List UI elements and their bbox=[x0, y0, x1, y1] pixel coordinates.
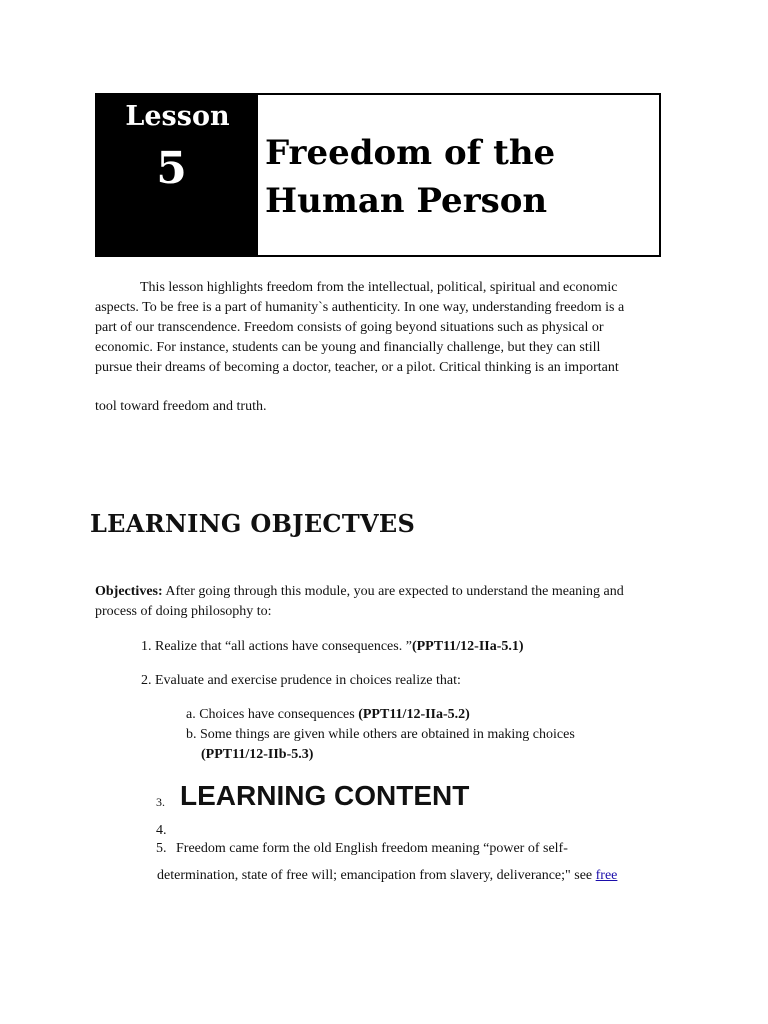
lesson-number: 5 bbox=[156, 143, 187, 194]
lesson-title bbox=[265, 129, 555, 225]
lesson-title-line-2: Human Person bbox=[265, 181, 548, 221]
list-marker: 2. bbox=[141, 673, 152, 688]
intro-line: part of our transcendence. Freedom consists of going beyond situations such as physical or bbox=[95, 320, 604, 335]
list-marker: b. bbox=[186, 727, 197, 742]
intro-line: This lesson highlights freedom from the intellectual, political, spiritual and economic bbox=[140, 280, 618, 295]
subitem-text: Choices have consequences bbox=[199, 707, 359, 722]
objective-item bbox=[141, 671, 461, 691]
objective-item bbox=[141, 637, 524, 657]
content-text: determination, state of free will; emancipation from slavery, deliverance;" see bbox=[157, 868, 596, 883]
list-marker: 4. bbox=[156, 823, 167, 838]
objectives-intro-text: After going through this module, you are expected to understand the meaning and bbox=[162, 584, 624, 599]
subitem-text: Some things are given while others are obtained in making choices bbox=[200, 727, 575, 742]
content-text: Freedom came form the old English freedom meaning “power of self- bbox=[176, 841, 568, 856]
lesson-header bbox=[95, 93, 661, 257]
list-marker: 5. bbox=[156, 841, 167, 856]
learning-objectives-heading: LEARNING OBJECTVES bbox=[90, 509, 416, 538]
objective-subitem bbox=[186, 705, 470, 725]
competency-code: (PPT11/12-IIb-5.3) bbox=[201, 747, 314, 762]
content-item bbox=[156, 839, 568, 859]
content-text-continued bbox=[157, 866, 617, 886]
competency-code: (PPT11/12-IIa-5.2) bbox=[358, 707, 470, 722]
lesson-number-block bbox=[97, 95, 258, 255]
intro-line: aspects. To be free is a part of humanity`s authenticity. In one way, understanding freedom is a bbox=[95, 300, 625, 315]
objective-text: Realize that “all actions have consequences. ” bbox=[155, 639, 412, 654]
objectives-intro-continued: process of doing philosophy to: bbox=[95, 604, 272, 619]
list-marker: 3. bbox=[156, 795, 165, 809]
competency-code: (PPT11/12-IIa-5.1) bbox=[411, 639, 524, 654]
objective-subitem bbox=[186, 725, 575, 745]
objectives-intro bbox=[95, 582, 624, 602]
list-marker: a. bbox=[186, 707, 196, 722]
objectives-label: Objectives: bbox=[95, 584, 163, 599]
free-link[interactable]: free bbox=[595, 868, 618, 883]
objective-text: Evaluate and exercise prudence in choices realize that: bbox=[155, 673, 461, 688]
lesson-title-line-1: Freedom of the bbox=[265, 133, 556, 173]
list-marker: 1. bbox=[141, 639, 152, 654]
intro-line: economic. For instance, students can be young and financially challenge, but they can still bbox=[95, 340, 601, 355]
learning-content-heading: LEARNING CONTENT bbox=[180, 780, 470, 811]
intro-line: tool toward freedom and truth. bbox=[95, 399, 267, 414]
intro-line: pursue their dreams of becoming a doctor, teacher, or a pilot. Critical thinking is an important bbox=[95, 360, 619, 375]
lesson-label: Lesson bbox=[125, 101, 230, 132]
